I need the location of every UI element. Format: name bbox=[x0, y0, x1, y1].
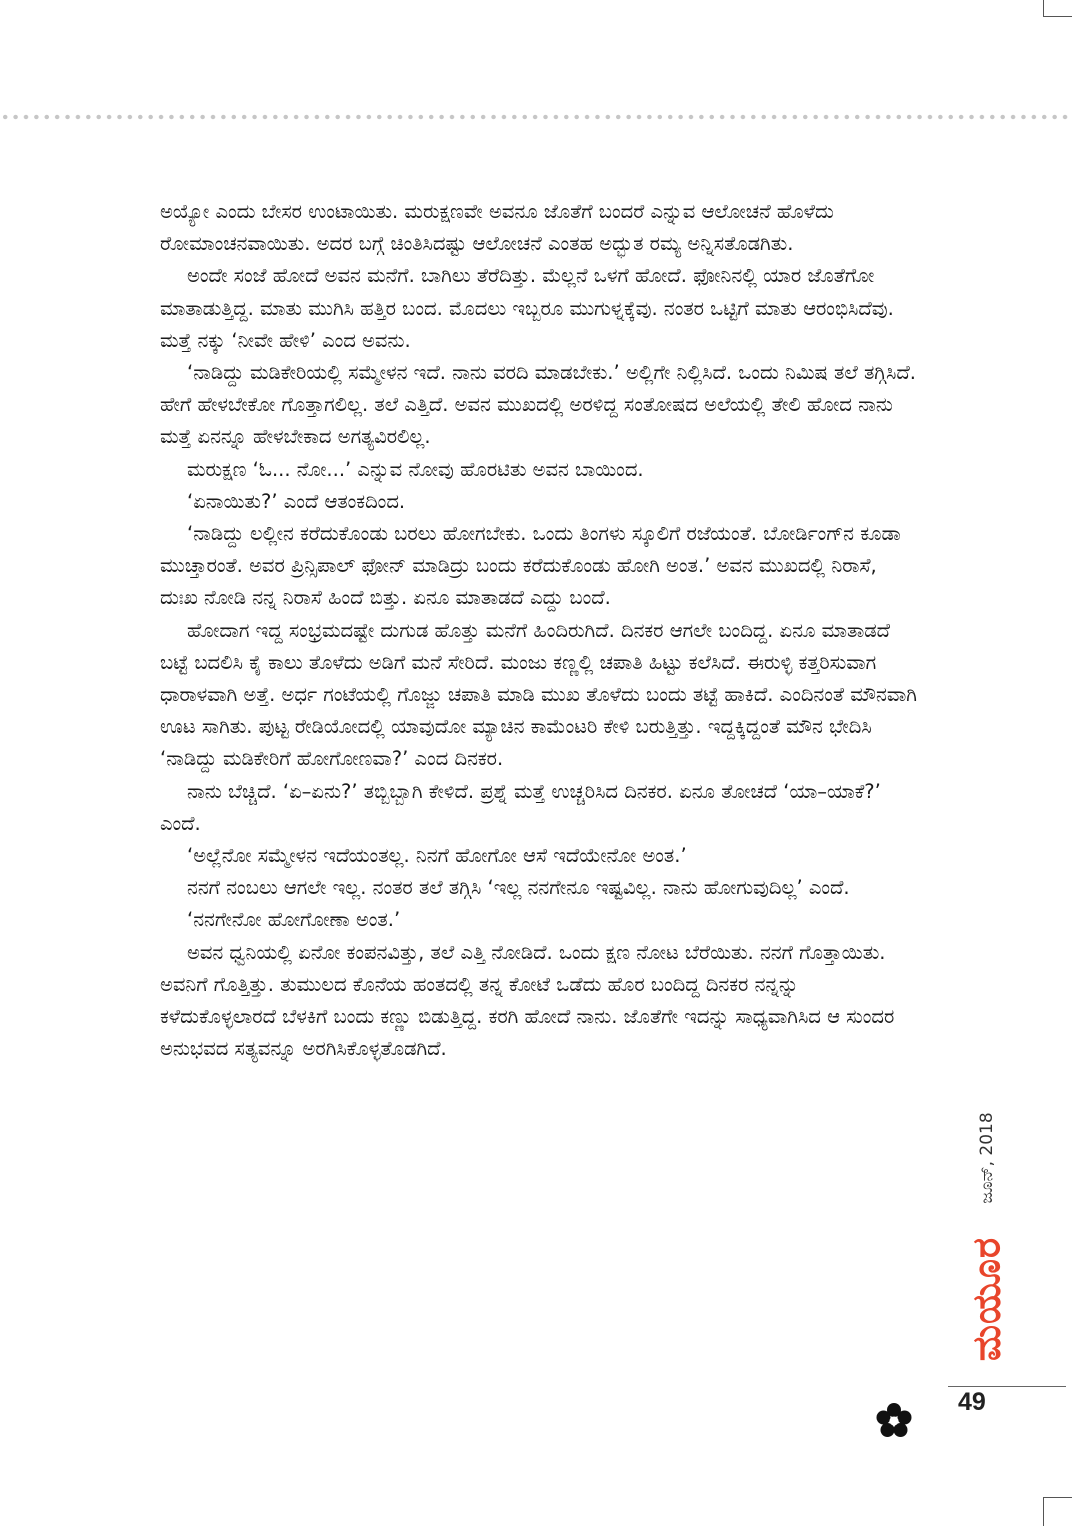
paragraph: ಅಯ್ಯೋ ಎಂದು ಬೇಸರ ಉಂಟಾಯಿತು. ಮರುಕ್ಷಣವೇ ಅವನೂ ಜೊತೆಗೆ ಬಂದರೆ ಎನ್ನುವ ಆಲೋಚನೆ ಹೊಳೆದು ರೋಮಾಂಚನವಾಯಿತು. ಅದರ ಬಗ್ಗೆ ಚಿಂತಿಸಿದಷ್ಟು ಆಲೋಚನೆ ಎಂತಹ ಅದ್ಭುತ ರಮ್ಯ ಅನ್ನಿಸತೊಡಗಿತು. bbox=[160, 200, 834, 256]
paragraph: ಮರುಕ್ಷಣ ‘ಓ... ನೋ...’ ಎನ್ನುವ ನೋವು ಹೊರಟಿತು ಅವನ ಬಾಯಿಂದ. bbox=[187, 457, 644, 481]
paragraph: ಹೋದಾಗ ಇದ್ದ ಸಂಭ್ರಮದಷ್ಟೇ ದುಗುಡ ಹೊತ್ತು ಮನೆಗೆ ಹಿಂದಿರುಗಿದೆ. ದಿನಕರ ಆಗಲೇ ಬಂದಿದ್ದ. ಏನೂ ಮಾತಾಡದೆ ಬಟ್ಟೆ ಬದಲಿಸಿ ಕೈ ಕಾಲು ತೊಳೆದು ಅಡಿಗೆ ಮನೆ ಸೇರಿದೆ. ಮಂಜು ಕಣ್ಣಲ್ಲಿ ಚಪಾತಿ ಹಿಟ್ಟು ಕಲೆಸಿದೆ. ಈರುಳ್ಳಿ ಕತ್ತರಿಸುವಾಗ ಧಾರಾಳವಾಗಿ ಅತ್ತೆ. ಅರ್ಧ ಗಂಟೆಯಲ್ಲಿ ಗೊಜ್ಜು ಚಪಾತಿ ಮಾಡಿ ಮುಖ ತೊಳೆದು ಬಂದು ತಟ್ಟೆ ಹಾಕಿದೆ. ಎಂದಿನಂತೆ ಮೌನವಾಗಿ ಊಟ ಸಾಗಿತು. ಪುಟ್ಟ ರೇಡಿಯೋದಲ್ಲಿ ಯಾವುದೋ ಮ್ಯಾಚಿನ ಕಾಮೆಂಟರಿ ಕೇಳಿ ಬರುತ್ತಿತ್ತು. ಇದ್ದಕ್ಕಿದ್ದಂತೆ ಮೌನ ಭೇದಿಸಿ ‘ನಾಡಿದ್ದು ಮಡಿಕೇರಿಗೆ ಹೋಗೋಣವಾ?’ ಎಂದ ದಿನಕರ. bbox=[160, 618, 917, 771]
paragraph: ‘ನನಗೇನೋ ಹೋಗೋಣಾ ಅಂತ.’ bbox=[187, 908, 401, 932]
paragraph: ನನಗೆ ನಂಬಲು ಆಗಲೇ ಇಲ್ಲ. ನಂತರ ತಲೆ ತಗ್ಗಿಸಿ ‘ಇಲ್ಲ ನನಗೇನೂ ಇಷ್ಟವಿಲ್ಲ. ನಾನು ಹೋಗುವುದಿಲ್ಲ’ ಎಂದೆ. bbox=[187, 876, 850, 900]
issue-date bbox=[973, 1112, 1001, 1204]
paragraph: ‘ಏನಾಯಿತು?’ ಎಂದೆ ಆತಂಕದಿಂದ. bbox=[187, 489, 406, 513]
magazine-logo-text: ಮಯೂರ bbox=[964, 1236, 1009, 1362]
article-body bbox=[160, 196, 920, 1065]
paragraph: ನಾನು ಬೆಚ್ಚಿದೆ. ‘ಏ–ಏನು?’ ತಬ್ಬಿಬ್ಬಾಗಿ ಕೇಳಿದೆ. ಪ್ರಶ್ನೆ ಮತ್ತೆ ಉಚ್ಚರಿಸಿದ ದಿನಕರ. ಏನೂ ತೋಚದೆ ‘ಯಾ–ಯಾಕೆ?’ ಎಂದೆ. bbox=[160, 779, 881, 835]
page-number: 49 bbox=[958, 1388, 986, 1416]
crop-mark-top bbox=[1043, 0, 1072, 17]
paragraph: ಅವನ ಧ್ವನಿಯಲ್ಲಿ ಏನೋ ಕಂಪನವಿತ್ತು, ತಲೆ ಎತ್ತಿ ನೋಡಿದೆ. ಒಂದು ಕ್ಷಣ ನೋಟ ಬೆರೆಯಿತು. ನನಗೆ ಗೊತ್ತಾಯಿತು. ಅವನಿಗೆ ಗೊತ್ತಿತ್ತು. ತುಮುಲದ ಕೊನೆಯ ಹಂತದಲ್ಲಿ ತನ್ನ ಕೋಟೆ ಒಡೆದು ಹೊರ ಬಂದಿದ್ದ ದಿನಕರ ನನ್ನನ್ನು ಕಳೆದುಕೊಳ್ಳಲಾರದೆ ಬೆಳಕಿಗೆ ಬಂದು ಕಣ್ಣು ಬಿಡುತ್ತಿದ್ದ. ಕರಗಿ ಹೋದೆ ನಾನು. ಜೊತೆಗೇ ಇದನ್ನು ಸಾಧ್ಯವಾಗಿಸಿದ ಆ ಸುಂದರ ಅನುಭವದ ಸತ್ಯವನ್ನೂ ಅರಗಿಸಿಕೊಳ್ಳತೊಡಗಿದೆ. bbox=[160, 940, 895, 1061]
crop-mark-bottom bbox=[1043, 1497, 1072, 1526]
magazine-logo bbox=[962, 1215, 1012, 1383]
issue-date-text: ಜೂನ್, 2018 bbox=[977, 1112, 997, 1204]
paragraph: ‘ನಾಡಿದ್ದು ಮಡಿಕೇರಿಯಲ್ಲಿ ಸಮ್ಮೇಳನ ಇದೆ. ನಾನು ವರದಿ ಮಾಡಬೇಕು.’ ಅಲ್ಲಿಗೇ ನಿಲ್ಲಿಸಿದೆ. ಒಂದು ನಿಮಿಷ ತಲೆ ತಗ್ಗಿಸಿದೆ. ಹೇಗೆ ಹೇಳಬೇಕೋ ಗೊತ್ತಾಗಲಿಲ್ಲ. ತಲೆ ಎತ್ತಿದೆ. ಅವನ ಮುಖದಲ್ಲಿ ಅರಳಿದ್ದ ಸಂತೋಷದ ಅಲೆಯಲ್ಲಿ ತೇಲಿ ಹೋದ ನಾನು ಮತ್ತೆ ಏನನ್ನೂ ಹೇಳಬೇಕಾದ ಅಗತ್ಯವಿರಲಿಲ್ಲ. bbox=[160, 361, 916, 449]
paragraph: ಅಂದೇ ಸಂಜೆ ಹೋದೆ ಅವನ ಮನೆಗೆ. ಬಾಗಿಲು ತೆರೆದಿತ್ತು. ಮೆಲ್ಲನೆ ಒಳಗೆ ಹೋದೆ. ಫೋನಿನಲ್ಲಿ ಯಾರ ಜೊತೆಗೋ ಮಾತಾಡುತ್ತಿದ್ದ. ಮಾತು ಮುಗಿಸಿ ಹತ್ತಿರ ಬಂದ. ಮೊದಲು ಇಬ್ಬರೂ ಮುಗುಳ್ನಕ್ಕೆವು. ನಂತರ ಒಟ್ಟಿಗೆ ಮಾತು ಆರಂಭಿಸಿದೆವು. ಮತ್ತೆ ನಕ್ಕು ‘ನೀವೇ ಹೇಳಿ’ ಎಂದ ಅವನು. bbox=[160, 264, 894, 352]
flower-icon bbox=[874, 1401, 914, 1441]
paragraph: ‘ಅಲ್ಲೆನೋ ಸಮ್ಮೇಳನ ಇದೆಯಂತಲ್ಲ. ನಿನಗೆ ಹೋಗೋ ಆಸೆ ಇದೆಯೇನೋ ಅಂತ.’ bbox=[187, 844, 687, 868]
page-number-rule bbox=[948, 1386, 1066, 1387]
paragraph: ‘ನಾಡಿದ್ದು ಲಲ್ಲೀನ ಕರೆದುಕೊಂಡು ಬರಲು ಹೋಗಬೇಕು. ಒಂದು ತಿಂಗಳು ಸ್ಕೂಲಿಗೆ ರಜೆಯಂತೆ. ಬೋರ್ಡಿಂಗ್‌ನ ಕೂಡಾ ಮುಚ್ತಾರಂತೆ. ಅವರ ಪ್ರಿನ್ಸಿಪಾಲ್ ಫೋನ್ ಮಾಡಿದ್ರು ಬಂದು ಕರೆದುಕೊಂಡು ಹೋಗಿ ಅಂತ.’ ಅವನ ಮುಖದಲ್ಲಿ ನಿರಾಸೆ, ದುಃಖ ನೋಡಿ ನನ್ನ ನಿರಾಸೆ ಹಿಂದೆ ಬಿತ್ತು. ಏನೂ ಮಾತಾಡದೆ ಎದ್ದು ಬಂದೆ. bbox=[160, 522, 901, 610]
dotted-divider bbox=[0, 114, 1072, 120]
